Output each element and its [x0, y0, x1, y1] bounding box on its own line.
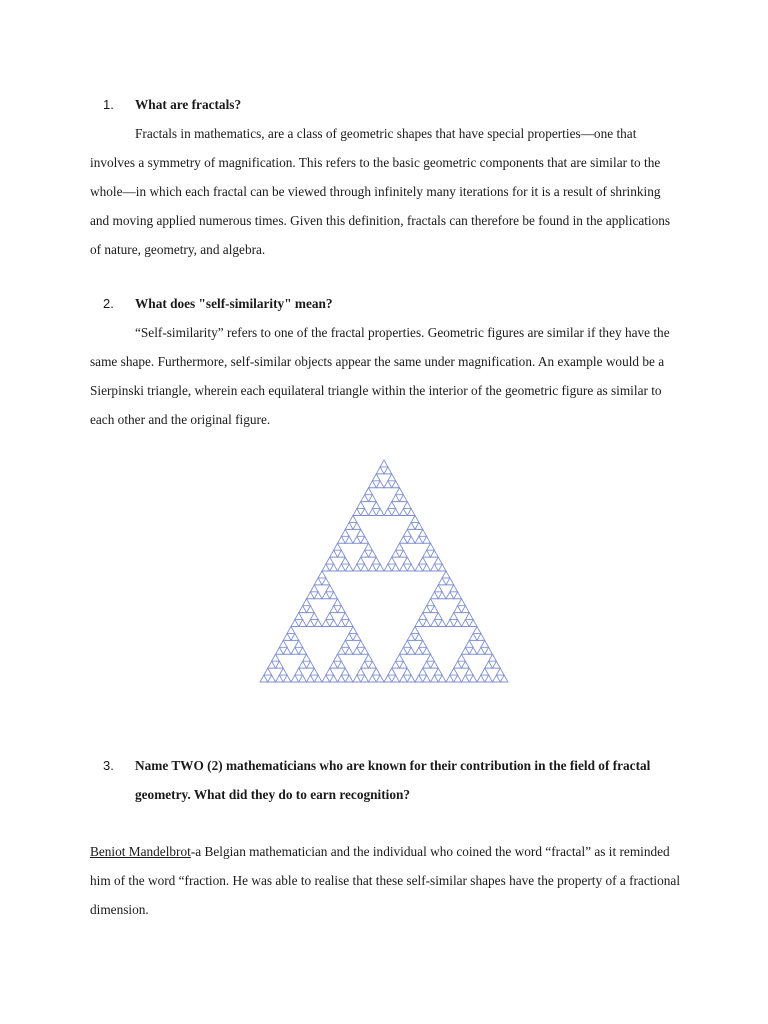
sierpinski-cell — [341, 529, 349, 536]
question-1-heading — [90, 90, 680, 119]
sierpinski-cell — [380, 460, 388, 467]
sierpinski-cell — [330, 675, 338, 682]
sierpinski-cell — [388, 557, 396, 564]
sierpinski-cell — [310, 613, 318, 620]
sierpinski-cell — [481, 640, 489, 647]
sierpinski-cell — [465, 640, 473, 647]
sierpinski-cell — [400, 536, 408, 543]
sierpinski-cell — [353, 633, 361, 640]
sierpinski-cell — [496, 668, 504, 675]
sierpinski-cell — [361, 675, 369, 682]
sierpinski-cell — [415, 522, 423, 529]
sierpinski-cell — [341, 613, 349, 620]
sierpinski-cell — [322, 564, 330, 571]
sierpinski-cell — [353, 647, 361, 654]
mathematician-description: -a Belgian mathematician and the individual who coined the word “fractal” as it reminded him of the word “fraction. He was able to realise that these self-similar shapes have the property of a fractional dimension. — [90, 844, 681, 917]
sierpinski-cell — [446, 578, 454, 585]
sierpinski-cell — [369, 661, 377, 668]
sierpinski-cell — [376, 467, 384, 474]
sierpinski-cell — [392, 675, 400, 682]
sierpinski-cell — [310, 585, 318, 592]
sierpinski-cell — [353, 675, 361, 682]
sierpinski-cell — [477, 633, 485, 640]
sierpinski-cell — [481, 668, 489, 675]
sierpinski-cell — [423, 564, 431, 571]
sierpinski-cell — [295, 613, 303, 620]
sierpinski-cell — [411, 627, 419, 634]
sierpinski-cell — [415, 675, 423, 682]
sierpinski-cell — [291, 675, 299, 682]
sierpinski-cell — [438, 620, 446, 627]
sierpinski-cell — [279, 668, 287, 675]
sierpinski-cell — [473, 627, 481, 634]
question-2-title: What does "self-similarity" mean? — [135, 296, 333, 311]
sierpinski-cell — [438, 564, 446, 571]
sierpinski-cell — [465, 613, 473, 620]
sierpinski-cell — [388, 474, 396, 481]
sierpinski-cell — [345, 564, 353, 571]
sierpinski-cell — [384, 564, 392, 571]
sierpinski-cell — [384, 675, 392, 682]
sierpinski-cell — [272, 654, 280, 661]
sierpinski-cell — [307, 620, 315, 627]
sierpinski-cell — [415, 536, 423, 543]
question-2-number: 2. — [103, 296, 114, 311]
sierpinski-cell — [276, 675, 284, 682]
sierpinski-cell — [431, 675, 439, 682]
question-2-heading — [90, 289, 680, 318]
sierpinski-cell — [322, 675, 330, 682]
sierpinski-cell — [431, 606, 439, 613]
sierpinski-cell — [442, 571, 450, 578]
sierpinski-cell — [279, 640, 287, 647]
sierpinski-cell — [330, 564, 338, 571]
sierpinski-cell — [376, 481, 384, 488]
sierpinski-cell — [353, 536, 361, 543]
sierpinski-cell — [376, 509, 384, 516]
sierpinski-cell — [299, 675, 307, 682]
sierpinski-cell — [423, 675, 431, 682]
sierpinski-cell — [419, 613, 427, 620]
sierpinski-cell — [392, 661, 400, 668]
question-1-answer: Fractals in mathematics, are a class of geometric shapes that have special properties—one that involves a symmetry of magnification. This refers to the basic geometric components that are similar to the whole—in which each fractal can be viewed through infinitely many iterations for it is a result of shrinking and moving applied numerous times. Given this definition, fractals can therefore be found in the applications of nature, geometry, and algebra. — [90, 126, 671, 257]
question-1 — [90, 90, 680, 264]
sierpinski-cell — [326, 668, 334, 675]
sierpinski-cell — [349, 516, 357, 523]
sierpinski-cell — [338, 564, 346, 571]
sierpinski-cell — [369, 481, 377, 488]
sierpinski-cell — [400, 564, 408, 571]
sierpinski-cell — [307, 675, 315, 682]
sierpinski-cell — [434, 557, 442, 564]
sierpinski-cell — [268, 675, 276, 682]
sierpinski-cell — [287, 627, 295, 634]
sierpinski-cell — [462, 606, 470, 613]
sierpinski-cell — [299, 606, 307, 613]
sierpinski-cell — [283, 675, 291, 682]
question-3-heading — [90, 751, 680, 809]
sierpinski-cell — [400, 661, 408, 668]
sierpinski-cell — [407, 536, 415, 543]
sierpinski-cell — [264, 668, 272, 675]
question-1-title: What are fractals? — [135, 97, 242, 112]
sierpinski-cell — [407, 522, 415, 529]
sierpinski-cell — [388, 502, 396, 509]
sierpinski-cell — [334, 599, 342, 606]
sierpinski-cell — [268, 661, 276, 668]
sierpinski-cell — [376, 675, 384, 682]
sierpinski-cell — [365, 543, 373, 550]
sierpinski-cell — [303, 599, 311, 606]
sierpinski-cell — [403, 529, 411, 536]
sierpinski-cell — [462, 661, 470, 668]
sierpinski-cell — [423, 606, 431, 613]
sierpinski-cell — [400, 675, 408, 682]
sierpinski-cell — [434, 613, 442, 620]
sierpinski-cell — [462, 620, 470, 627]
sierpinski-cell — [400, 550, 408, 557]
question-3-title: Name TWO (2) mathematicians who are known for their contribution in the field of fractal geometry. What did they do to earn recognition? — [135, 758, 651, 802]
sierpinski-cell — [423, 661, 431, 668]
sierpinski-cell — [369, 564, 377, 571]
sierpinski-cell — [477, 675, 485, 682]
sierpinski-cell — [310, 668, 318, 675]
sierpinski-cell — [454, 675, 462, 682]
sierpinski-cell — [330, 620, 338, 627]
sierpinski-triangles — [260, 460, 508, 682]
sierpinski-cell — [338, 675, 346, 682]
sierpinski-cell — [353, 564, 361, 571]
sierpinski-cell — [299, 661, 307, 668]
sierpinski-cell — [403, 668, 411, 675]
sierpinski-cell — [361, 550, 369, 557]
sierpinski-cell — [427, 543, 435, 550]
sierpinski-cell — [407, 633, 415, 640]
question-2 — [90, 289, 680, 434]
sierpinski-cell — [415, 647, 423, 654]
sierpinski-cell — [299, 620, 307, 627]
sierpinski-cell — [341, 640, 349, 647]
sierpinski-cell — [276, 647, 284, 654]
sierpinski-cell — [345, 675, 353, 682]
sierpinski-cell — [392, 550, 400, 557]
sierpinski-cell — [369, 509, 377, 516]
sierpinski-cell — [372, 474, 380, 481]
sierpinski-cell — [372, 502, 380, 509]
sierpinski-cell — [469, 647, 477, 654]
sierpinski-cell — [400, 495, 408, 502]
sierpinski-cell — [314, 578, 322, 585]
sierpinski-cell — [438, 675, 446, 682]
sierpinski-cell — [307, 592, 315, 599]
sierpinski-cell — [291, 647, 299, 654]
sierpinski-cell — [295, 640, 303, 647]
sierpinski-cell — [283, 633, 291, 640]
sierpinski-cell — [384, 481, 392, 488]
sierpinski-cell — [372, 557, 380, 564]
sierpinski-cell — [415, 633, 423, 640]
sierpinski-cell — [431, 550, 439, 557]
sierpinski-cell — [365, 488, 373, 495]
sierpinski-cell — [322, 620, 330, 627]
sierpinski-cell — [427, 599, 435, 606]
sierpinski-cell — [361, 661, 369, 668]
sierpinski-cell — [307, 661, 315, 668]
sierpinski-cell — [396, 654, 404, 661]
sierpinski-cell — [458, 599, 466, 606]
sierpinski-cell — [361, 509, 369, 516]
sierpinski-cell — [330, 550, 338, 557]
sierpinski-cell — [376, 564, 384, 571]
sierpinski-cell — [427, 654, 435, 661]
sierpinski-cell — [353, 522, 361, 529]
sierpinski-cell — [357, 557, 365, 564]
sierpinski-cell — [469, 620, 477, 627]
mathematician-name: Beniot Mandelbrot — [90, 844, 191, 859]
sierpinski-cell — [392, 564, 400, 571]
sierpinski-cell — [407, 647, 415, 654]
sierpinski-cell — [392, 481, 400, 488]
sierpinski-cell — [361, 536, 369, 543]
sierpinski-cell — [345, 620, 353, 627]
sierpinski-cell — [345, 536, 353, 543]
sierpinski-cell — [415, 620, 423, 627]
sierpinski-cell — [392, 509, 400, 516]
sierpinski-cell — [500, 675, 508, 682]
sierpinski-cell — [318, 571, 326, 578]
sierpinski-cell — [438, 592, 446, 599]
sierpinski-cell — [361, 564, 369, 571]
sierpinski-cell — [415, 564, 423, 571]
sierpinski-cell — [396, 488, 404, 495]
sierpinski-cell — [400, 647, 408, 654]
sierpinski-cell — [403, 502, 411, 509]
sierpinski-cell — [423, 536, 431, 543]
sierpinski-cell — [330, 661, 338, 668]
sierpinski-cell — [411, 516, 419, 523]
sierpinski-cell — [345, 633, 353, 640]
sierpinski-cell — [462, 647, 470, 654]
sierpinski-cell — [392, 495, 400, 502]
sierpinski-cell — [419, 529, 427, 536]
sierpinski-cell — [438, 578, 446, 585]
sierpinski-cell — [450, 585, 458, 592]
sierpinski-cell — [299, 647, 307, 654]
sierpinski-cell — [322, 592, 330, 599]
sierpinski-cell — [450, 613, 458, 620]
sierpinski-cell — [334, 543, 342, 550]
sierpinski-cell — [458, 654, 466, 661]
sierpinski-cell — [322, 578, 330, 585]
sierpinski-cell — [384, 509, 392, 516]
sierpinski-cell — [423, 647, 431, 654]
sierpinski-cell — [477, 647, 485, 654]
question-2-answer: “Self-similarity” refers to one of the fractal properties. Geometric figures are similar if they have the same shape. Furthermore, self-similar objects appear the same under magnification. An example would be a Sierpinski triangle, wherein each equilateral triangle within the interior of the geometric figure as similar to each other and the original figure. — [90, 325, 670, 427]
sierpinski-cell — [454, 661, 462, 668]
sierpinski-cell — [407, 564, 415, 571]
sierpinski-cell — [369, 675, 377, 682]
sierpinski-cell — [357, 529, 365, 536]
sierpinski-cell — [434, 585, 442, 592]
sierpinski-cell — [338, 620, 346, 627]
sierpinski-cell — [361, 647, 369, 654]
sierpinski-cell — [314, 620, 322, 627]
sierpinski-cell — [326, 613, 334, 620]
sierpinski-cell — [338, 661, 346, 668]
sierpinski-cell — [330, 606, 338, 613]
sierpinski-cell — [314, 592, 322, 599]
sierpinski-cell — [465, 668, 473, 675]
sierpinski-cell — [260, 675, 268, 682]
sierpinski-cell — [423, 620, 431, 627]
sierpinski-cell — [326, 557, 334, 564]
sierpinski-cell — [314, 675, 322, 682]
sierpinski-cell — [489, 654, 497, 661]
sierpinski-cell — [485, 661, 493, 668]
sierpinski-cell — [307, 606, 315, 613]
sierpinski-cell — [341, 557, 349, 564]
sierpinski-cell — [493, 675, 501, 682]
sierpinski-cell — [450, 668, 458, 675]
sierpinski-cell — [291, 620, 299, 627]
question-1-number: 1. — [103, 97, 114, 112]
sierpinski-cell — [446, 675, 454, 682]
sierpinski-cell — [349, 627, 357, 634]
sierpinski-cell — [345, 647, 353, 654]
sierpinski-cell — [369, 550, 377, 557]
sierpinski-cell — [345, 522, 353, 529]
sierpinski-cell — [419, 557, 427, 564]
sierpinski-cell — [485, 647, 493, 654]
sierpinski-cell — [485, 675, 493, 682]
sierpinski-cell — [431, 620, 439, 627]
sierpinski-cell — [454, 620, 462, 627]
sierpinski-cell — [469, 675, 477, 682]
sierpinski-cell — [431, 564, 439, 571]
sierpinski-cell — [454, 592, 462, 599]
sierpinski-cell — [283, 647, 291, 654]
sierpinski-cell — [303, 654, 311, 661]
sierpinski-cell — [493, 661, 501, 668]
sierpinski-cell — [423, 550, 431, 557]
sierpinski-cell — [419, 668, 427, 675]
sierpinski-cell — [357, 640, 365, 647]
sierpinski-cell — [326, 585, 334, 592]
sierpinski-cell — [295, 668, 303, 675]
sierpinski-cell — [353, 509, 361, 516]
sierpinski-cell — [403, 640, 411, 647]
sierpinski-cell — [403, 557, 411, 564]
sierpinski-cell — [361, 495, 369, 502]
sierpinski-cell — [334, 654, 342, 661]
sierpinski-cell — [446, 592, 454, 599]
sierpinski-cell — [388, 668, 396, 675]
sierpinski-cell — [446, 620, 454, 627]
sierpinski-cell — [338, 550, 346, 557]
sierpinski-cell — [400, 509, 408, 516]
sierpinski-cell — [357, 502, 365, 509]
sierpinski-cell — [338, 606, 346, 613]
sierpinski-cell — [369, 495, 377, 502]
sierpinski-cell — [431, 661, 439, 668]
sierpinski-cell — [357, 668, 365, 675]
sierpinski-cell — [419, 640, 427, 647]
question-3-answer — [90, 837, 690, 924]
question-3-number: 3. — [103, 758, 114, 773]
sierpinski-cell — [372, 668, 380, 675]
sierpinski-cell — [434, 668, 442, 675]
sierpinski-cell — [330, 592, 338, 599]
sierpinski-cell — [407, 509, 415, 516]
sierpinski-cell — [338, 647, 346, 654]
sierpinski-cell — [338, 536, 346, 543]
sierpinski-cell — [341, 668, 349, 675]
sierpinski-cell — [469, 633, 477, 640]
sierpinski-cell — [407, 675, 415, 682]
sierpinski-cell — [291, 633, 299, 640]
sierpinski-triangle-figure — [258, 458, 510, 684]
question-3 — [90, 751, 680, 809]
sierpinski-cell — [365, 654, 373, 661]
sierpinski-cell — [276, 661, 284, 668]
sierpinski-cell — [454, 606, 462, 613]
sierpinski-cell — [384, 467, 392, 474]
sierpinski-cell — [431, 592, 439, 599]
sierpinski-cell — [396, 543, 404, 550]
sierpinski-cell — [462, 675, 470, 682]
